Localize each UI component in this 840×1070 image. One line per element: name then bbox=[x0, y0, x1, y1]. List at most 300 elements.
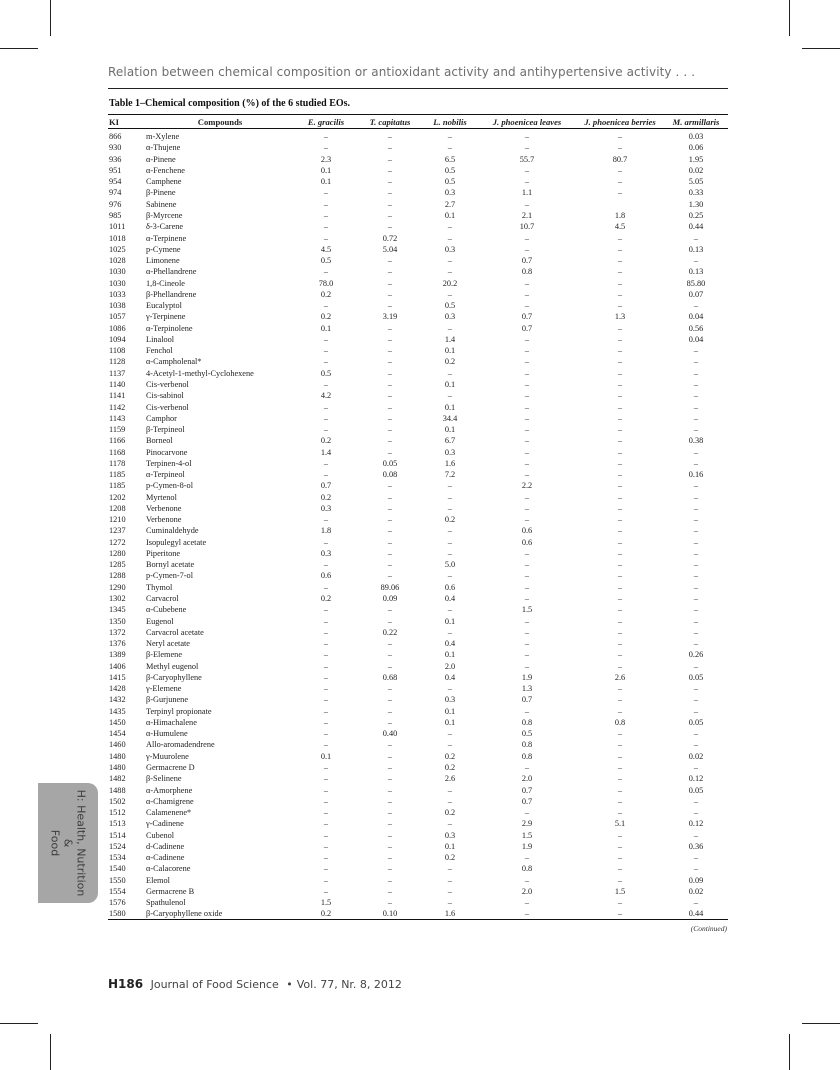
header-species: M. armillaris bbox=[672, 117, 720, 127]
table-row bbox=[108, 604, 728, 615]
value-cell: 0.2 bbox=[444, 515, 456, 525]
value-cell: – bbox=[447, 548, 453, 558]
table-row bbox=[108, 368, 728, 379]
value-cell: 0.4 bbox=[444, 594, 456, 604]
page-number: H186 bbox=[108, 977, 144, 991]
ki-cell: 1450 bbox=[109, 717, 126, 727]
value-cell: 0.2 bbox=[444, 853, 456, 863]
value-cell: 0.07 bbox=[688, 289, 704, 299]
value-cell: – bbox=[387, 503, 393, 513]
value-cell: – bbox=[617, 413, 623, 423]
value-cell: – bbox=[617, 751, 623, 761]
value-cell: – bbox=[323, 706, 329, 716]
compound-cell: α-Himachalene bbox=[146, 717, 197, 727]
value-cell: – bbox=[323, 458, 329, 468]
value-cell: 0.2 bbox=[320, 436, 332, 446]
value-cell: 89.06 bbox=[380, 582, 400, 592]
value-cell: – bbox=[617, 537, 623, 547]
value-cell: – bbox=[323, 886, 329, 896]
value-cell: – bbox=[447, 740, 453, 750]
compound-cell: δ-3-Carene bbox=[146, 222, 184, 232]
compound-cell: p-Cymene bbox=[146, 244, 181, 254]
value-cell: – bbox=[693, 582, 699, 592]
value-cell: – bbox=[387, 357, 393, 367]
value-cell: 0.04 bbox=[688, 334, 704, 344]
table-row bbox=[108, 796, 728, 807]
value-cell: 0.40 bbox=[382, 729, 398, 739]
table-row bbox=[108, 739, 728, 750]
compound-cell: α-Terpinene bbox=[146, 233, 187, 243]
value-cell: – bbox=[617, 188, 623, 198]
compound-cell: Sabinene bbox=[146, 199, 177, 209]
value-cell: – bbox=[693, 740, 699, 750]
value-cell: – bbox=[524, 594, 530, 604]
value-cell: 7.2 bbox=[444, 470, 456, 480]
table-row bbox=[108, 424, 728, 435]
value-cell: – bbox=[387, 830, 393, 840]
compound-cell: Isopulegyl acetate bbox=[146, 537, 207, 547]
compound-cell: d-Cadinene bbox=[146, 841, 185, 851]
compound-cell: Terpinyl propionate bbox=[146, 706, 212, 716]
header-species: J. phoenicea berries bbox=[584, 117, 656, 127]
footer-separator: • bbox=[286, 978, 293, 991]
value-cell: – bbox=[447, 323, 453, 333]
value-cell: 2.0 bbox=[521, 886, 533, 896]
value-cell: – bbox=[323, 785, 329, 795]
value-cell: 0.13 bbox=[688, 244, 704, 254]
value-cell: – bbox=[524, 436, 530, 446]
compound-cell: Germacrene D bbox=[146, 763, 195, 772]
value-cell: – bbox=[323, 853, 329, 863]
compound-cell: Camphor bbox=[146, 413, 177, 423]
ki-cell: 1178 bbox=[109, 458, 126, 468]
ki-cell: 1202 bbox=[109, 492, 126, 502]
compound-cell: α-Humulene bbox=[146, 729, 188, 739]
value-cell: – bbox=[693, 515, 699, 525]
table-header-row bbox=[108, 116, 728, 129]
value-cell: – bbox=[693, 661, 699, 671]
compound-cell: Verbenone bbox=[146, 503, 182, 513]
journal-name: Journal of Food Science bbox=[150, 978, 279, 991]
compound-cell: Cis-sabinol bbox=[146, 391, 184, 401]
value-cell: – bbox=[447, 368, 453, 378]
value-cell: 0.5 bbox=[320, 368, 332, 378]
table-top-rule bbox=[108, 114, 728, 115]
value-cell: – bbox=[387, 808, 393, 818]
value-cell: – bbox=[323, 515, 329, 525]
ki-cell: 1454 bbox=[109, 729, 126, 739]
value-cell: – bbox=[617, 470, 623, 480]
compound-cell: Borneol bbox=[146, 436, 173, 446]
value-cell: – bbox=[387, 706, 393, 716]
value-cell: – bbox=[447, 492, 453, 502]
value-cell: – bbox=[387, 188, 393, 198]
value-cell: – bbox=[693, 256, 699, 266]
value-cell: – bbox=[524, 853, 530, 863]
ki-cell: 1288 bbox=[109, 571, 126, 581]
value-cell: – bbox=[524, 244, 530, 254]
compound-cell: α-Thujene bbox=[146, 143, 181, 153]
value-cell: 0.1 bbox=[444, 717, 456, 727]
ki-cell: 951 bbox=[109, 165, 122, 175]
value-cell: – bbox=[524, 616, 530, 626]
value-cell: 2.6 bbox=[444, 774, 456, 784]
ki-cell: 1406 bbox=[109, 661, 126, 671]
value-cell: – bbox=[693, 830, 699, 840]
value-cell: – bbox=[693, 503, 699, 513]
value-cell: – bbox=[387, 481, 393, 491]
value-cell: – bbox=[617, 402, 623, 412]
value-cell: – bbox=[387, 763, 393, 772]
value-cell: – bbox=[524, 143, 530, 153]
header-species: L. nobilis bbox=[433, 117, 467, 127]
crop-mark bbox=[802, 48, 840, 49]
value-cell: 0.2 bbox=[320, 594, 332, 604]
value-cell: – bbox=[524, 650, 530, 660]
ki-cell: 1237 bbox=[109, 526, 126, 536]
value-cell: – bbox=[387, 346, 393, 356]
value-cell: – bbox=[387, 425, 393, 435]
table-row bbox=[108, 413, 728, 424]
ki-cell: 1011 bbox=[109, 222, 126, 232]
value-cell: – bbox=[447, 503, 453, 513]
value-cell: 0.7 bbox=[521, 256, 533, 266]
value-cell: – bbox=[693, 898, 699, 908]
ki-cell: 936 bbox=[109, 154, 122, 164]
page-footer bbox=[108, 977, 402, 991]
value-cell: – bbox=[524, 571, 530, 581]
value-cell: 0.3 bbox=[444, 447, 456, 457]
table-row bbox=[108, 165, 728, 176]
value-cell: – bbox=[524, 706, 530, 716]
value-cell: 1.9 bbox=[521, 672, 533, 682]
value-cell: 0.7 bbox=[521, 695, 533, 705]
ki-cell: 1108 bbox=[109, 346, 126, 356]
value-cell: – bbox=[387, 864, 393, 874]
ki-cell: 1513 bbox=[109, 819, 126, 829]
ki-cell: 1415 bbox=[109, 672, 126, 682]
value-cell: 0.8 bbox=[521, 717, 533, 727]
value-cell: – bbox=[387, 447, 393, 457]
value-cell: 0.1 bbox=[320, 751, 332, 761]
value-cell: – bbox=[617, 830, 623, 840]
value-cell: – bbox=[693, 864, 699, 874]
value-cell: – bbox=[323, 210, 329, 220]
value-cell: – bbox=[387, 548, 393, 558]
ki-cell: 1128 bbox=[109, 357, 126, 367]
ki-cell: 1488 bbox=[109, 785, 126, 795]
value-cell: 5.05 bbox=[688, 177, 704, 187]
header-species: T. capitatus bbox=[369, 117, 411, 127]
value-cell: – bbox=[387, 165, 393, 175]
value-cell: 0.13 bbox=[688, 267, 704, 277]
value-cell: – bbox=[524, 177, 530, 187]
compound-cell: α-Chamigrene bbox=[146, 796, 194, 806]
value-cell: – bbox=[617, 582, 623, 592]
value-cell: – bbox=[617, 841, 623, 851]
value-cell: – bbox=[323, 132, 329, 142]
ki-cell: 1524 bbox=[109, 841, 126, 851]
ki-cell: 1460 bbox=[109, 740, 126, 750]
value-cell: – bbox=[387, 605, 393, 615]
value-cell: – bbox=[617, 763, 623, 772]
compound-cell: p-Cymen-8-ol bbox=[146, 481, 194, 491]
value-cell: – bbox=[617, 639, 623, 649]
compound-cell: Myrtenol bbox=[146, 492, 177, 502]
table-row bbox=[108, 289, 728, 300]
value-cell: 1.8 bbox=[614, 210, 626, 220]
value-cell: – bbox=[693, 605, 699, 615]
value-cell: – bbox=[524, 301, 530, 311]
value-cell: – bbox=[387, 717, 393, 727]
value-cell: – bbox=[323, 661, 329, 671]
table-row bbox=[108, 717, 728, 728]
value-cell: 0.2 bbox=[320, 909, 332, 919]
value-cell: 4.5 bbox=[614, 222, 626, 232]
compound-cell: Terpinen-4-ol bbox=[146, 458, 192, 468]
value-cell: 0.16 bbox=[688, 470, 704, 480]
value-cell: – bbox=[387, 650, 393, 660]
header-species: J. phoenicea leaves bbox=[492, 117, 562, 127]
compound-cell: α-Terpineol bbox=[146, 470, 185, 480]
value-cell: – bbox=[524, 627, 530, 637]
value-cell: – bbox=[447, 289, 453, 299]
value-cell: – bbox=[387, 853, 393, 863]
value-cell: – bbox=[617, 244, 623, 254]
value-cell: 0.1 bbox=[320, 177, 332, 187]
value-cell: 1.5 bbox=[521, 830, 533, 840]
value-cell: – bbox=[693, 447, 699, 457]
value-cell: 2.7 bbox=[444, 199, 456, 209]
value-cell: – bbox=[447, 729, 453, 739]
value-cell: – bbox=[693, 379, 699, 389]
table-row bbox=[108, 908, 728, 919]
compound-cell: γ-Elemene bbox=[146, 684, 182, 694]
value-cell: 0.6 bbox=[444, 582, 456, 592]
value-cell: – bbox=[617, 256, 623, 266]
table-row bbox=[108, 525, 728, 536]
table-row bbox=[108, 323, 728, 334]
value-cell: – bbox=[323, 684, 329, 694]
table-row bbox=[108, 176, 728, 187]
value-cell: 0.33 bbox=[688, 188, 704, 198]
value-cell: – bbox=[617, 334, 623, 344]
ki-cell: 1159 bbox=[109, 425, 126, 435]
value-cell: 2.1 bbox=[521, 210, 533, 220]
value-cell: – bbox=[617, 267, 623, 277]
value-cell: – bbox=[387, 875, 393, 885]
value-cell: – bbox=[387, 639, 393, 649]
value-cell: – bbox=[693, 413, 699, 423]
table-row bbox=[108, 480, 728, 491]
value-cell: 0.7 bbox=[521, 796, 533, 806]
table-row bbox=[108, 142, 728, 153]
side-tab-line: Food bbox=[48, 829, 62, 857]
value-cell: – bbox=[387, 684, 393, 694]
table-bottom-rule bbox=[108, 919, 728, 920]
value-cell: – bbox=[693, 357, 699, 367]
table-row bbox=[108, 886, 728, 897]
value-cell: – bbox=[693, 695, 699, 705]
value-cell: 0.5 bbox=[444, 177, 456, 187]
header-rule bbox=[108, 88, 728, 89]
ki-cell: 1141 bbox=[109, 391, 126, 401]
compound-cell: Bornyl acetate bbox=[146, 560, 195, 570]
value-cell: – bbox=[447, 571, 453, 581]
value-cell: 85.80 bbox=[686, 278, 706, 288]
value-cell: – bbox=[387, 515, 393, 525]
value-cell: – bbox=[617, 143, 623, 153]
value-cell: 1.1 bbox=[521, 188, 533, 198]
side-tab-line: H: Health, Nutrition & bbox=[61, 789, 88, 897]
value-cell: – bbox=[617, 796, 623, 806]
value-cell: 1.6 bbox=[444, 458, 456, 468]
table-row bbox=[108, 232, 728, 243]
value-cell: 0.02 bbox=[688, 886, 704, 896]
ki-cell: 1210 bbox=[109, 515, 126, 525]
ki-cell: 1435 bbox=[109, 706, 126, 716]
value-cell: 0.3 bbox=[444, 695, 456, 705]
compound-cell: β-Caryophyllene bbox=[146, 672, 202, 682]
value-cell: – bbox=[447, 267, 453, 277]
value-cell: – bbox=[387, 132, 393, 142]
value-cell: – bbox=[323, 639, 329, 649]
value-cell: – bbox=[387, 751, 393, 761]
compound-cell: Eugenol bbox=[146, 616, 174, 626]
value-cell: 0.2 bbox=[320, 289, 332, 299]
ki-cell: 1540 bbox=[109, 864, 126, 874]
value-cell: – bbox=[387, 199, 393, 209]
value-cell: 0.25 bbox=[688, 210, 704, 220]
value-cell: – bbox=[387, 413, 393, 423]
value-cell: – bbox=[323, 796, 329, 806]
value-cell: 0.44 bbox=[688, 909, 704, 919]
ki-cell: 1033 bbox=[109, 289, 126, 299]
ki-cell: 1502 bbox=[109, 796, 126, 806]
value-cell: 0.8 bbox=[521, 267, 533, 277]
table-row bbox=[108, 503, 728, 514]
value-cell: – bbox=[323, 616, 329, 626]
compound-cell: β-Pinene bbox=[146, 188, 176, 198]
ki-cell: 1086 bbox=[109, 323, 126, 333]
table-row bbox=[108, 129, 728, 143]
value-cell: 0.36 bbox=[688, 841, 704, 851]
value-cell: – bbox=[617, 909, 623, 919]
value-cell: – bbox=[617, 808, 623, 818]
value-cell: – bbox=[387, 740, 393, 750]
value-cell: – bbox=[447, 819, 453, 829]
compound-cell: Cubenol bbox=[146, 830, 175, 840]
value-cell: – bbox=[387, 819, 393, 829]
ki-cell: 1094 bbox=[109, 334, 126, 344]
value-cell: – bbox=[693, 537, 699, 547]
value-cell: 0.2 bbox=[444, 808, 456, 818]
value-cell: 0.6 bbox=[521, 526, 533, 536]
value-cell: 6.5 bbox=[444, 154, 456, 164]
value-cell: – bbox=[323, 650, 329, 660]
value-cell: – bbox=[617, 526, 623, 536]
value-cell: – bbox=[617, 447, 623, 457]
value-cell: 4.5 bbox=[320, 244, 332, 254]
compound-cell: Piperitone bbox=[146, 548, 181, 558]
value-cell: 1.5 bbox=[614, 886, 626, 896]
table-row bbox=[108, 649, 728, 660]
compound-cell: Pinocarvone bbox=[146, 447, 188, 457]
value-cell: 0.1 bbox=[320, 165, 332, 175]
value-cell: – bbox=[447, 526, 453, 536]
table-row bbox=[108, 829, 728, 840]
compound-cell: 4-Acetyl-1-methyl-Cyclohexene bbox=[146, 368, 254, 378]
table-row bbox=[108, 492, 728, 503]
ki-cell: 1018 bbox=[109, 233, 126, 243]
value-cell: 2.9 bbox=[521, 819, 533, 829]
compound-cell: α-Cubebene bbox=[146, 605, 187, 615]
value-cell: – bbox=[524, 492, 530, 502]
table-row bbox=[108, 582, 728, 593]
value-cell: 0.1 bbox=[444, 210, 456, 220]
value-cell: – bbox=[524, 357, 530, 367]
compound-cell: γ-Muurolene bbox=[146, 751, 189, 761]
value-cell: – bbox=[693, 481, 699, 491]
value-cell: 1.95 bbox=[688, 154, 704, 164]
value-cell: 10.7 bbox=[519, 222, 535, 232]
value-cell: – bbox=[447, 391, 453, 401]
table-caption: Table 1–Chemical composition (%) of the 6 studied EOs. bbox=[109, 98, 351, 109]
value-cell: 55.7 bbox=[519, 154, 535, 164]
value-cell: – bbox=[524, 875, 530, 885]
value-cell: – bbox=[387, 774, 393, 784]
compound-cell: Elemol bbox=[146, 875, 170, 885]
value-cell: – bbox=[323, 222, 329, 232]
section-side-tab bbox=[38, 783, 98, 903]
ki-cell: 1345 bbox=[109, 605, 126, 615]
ki-cell: 930 bbox=[109, 143, 122, 153]
value-cell: 1.9 bbox=[521, 841, 533, 851]
value-cell: – bbox=[387, 289, 393, 299]
value-cell: 3.19 bbox=[382, 312, 398, 322]
value-cell: – bbox=[323, 830, 329, 840]
value-cell: – bbox=[524, 470, 530, 480]
value-cell: – bbox=[447, 898, 453, 908]
value-cell: – bbox=[524, 391, 530, 401]
value-cell: 2.6 bbox=[614, 672, 626, 682]
compound-cell: β-Terpineol bbox=[146, 425, 185, 435]
table-row bbox=[108, 458, 728, 469]
value-cell: – bbox=[693, 425, 699, 435]
value-cell: – bbox=[387, 402, 393, 412]
value-cell: 0.8 bbox=[521, 864, 533, 874]
value-cell: 0.7 bbox=[521, 323, 533, 333]
compound-cell: Cis-verbenol bbox=[146, 379, 189, 389]
table-row bbox=[108, 773, 728, 784]
ki-cell: 1482 bbox=[109, 774, 126, 784]
value-cell: – bbox=[387, 898, 393, 908]
table-row bbox=[108, 818, 728, 829]
value-cell: 0.38 bbox=[688, 436, 704, 446]
value-cell: – bbox=[387, 886, 393, 896]
value-cell: – bbox=[323, 672, 329, 682]
table-row bbox=[108, 841, 728, 852]
table-row bbox=[108, 762, 728, 773]
value-cell: 1.4 bbox=[444, 334, 456, 344]
compound-cell: γ-Terpinene bbox=[146, 312, 186, 322]
value-cell: – bbox=[617, 132, 623, 142]
value-cell: 0.6 bbox=[521, 537, 533, 547]
value-cell: 1.8 bbox=[320, 526, 332, 536]
value-cell: – bbox=[323, 717, 329, 727]
ki-cell: 1137 bbox=[109, 368, 126, 378]
value-cell: – bbox=[447, 233, 453, 243]
